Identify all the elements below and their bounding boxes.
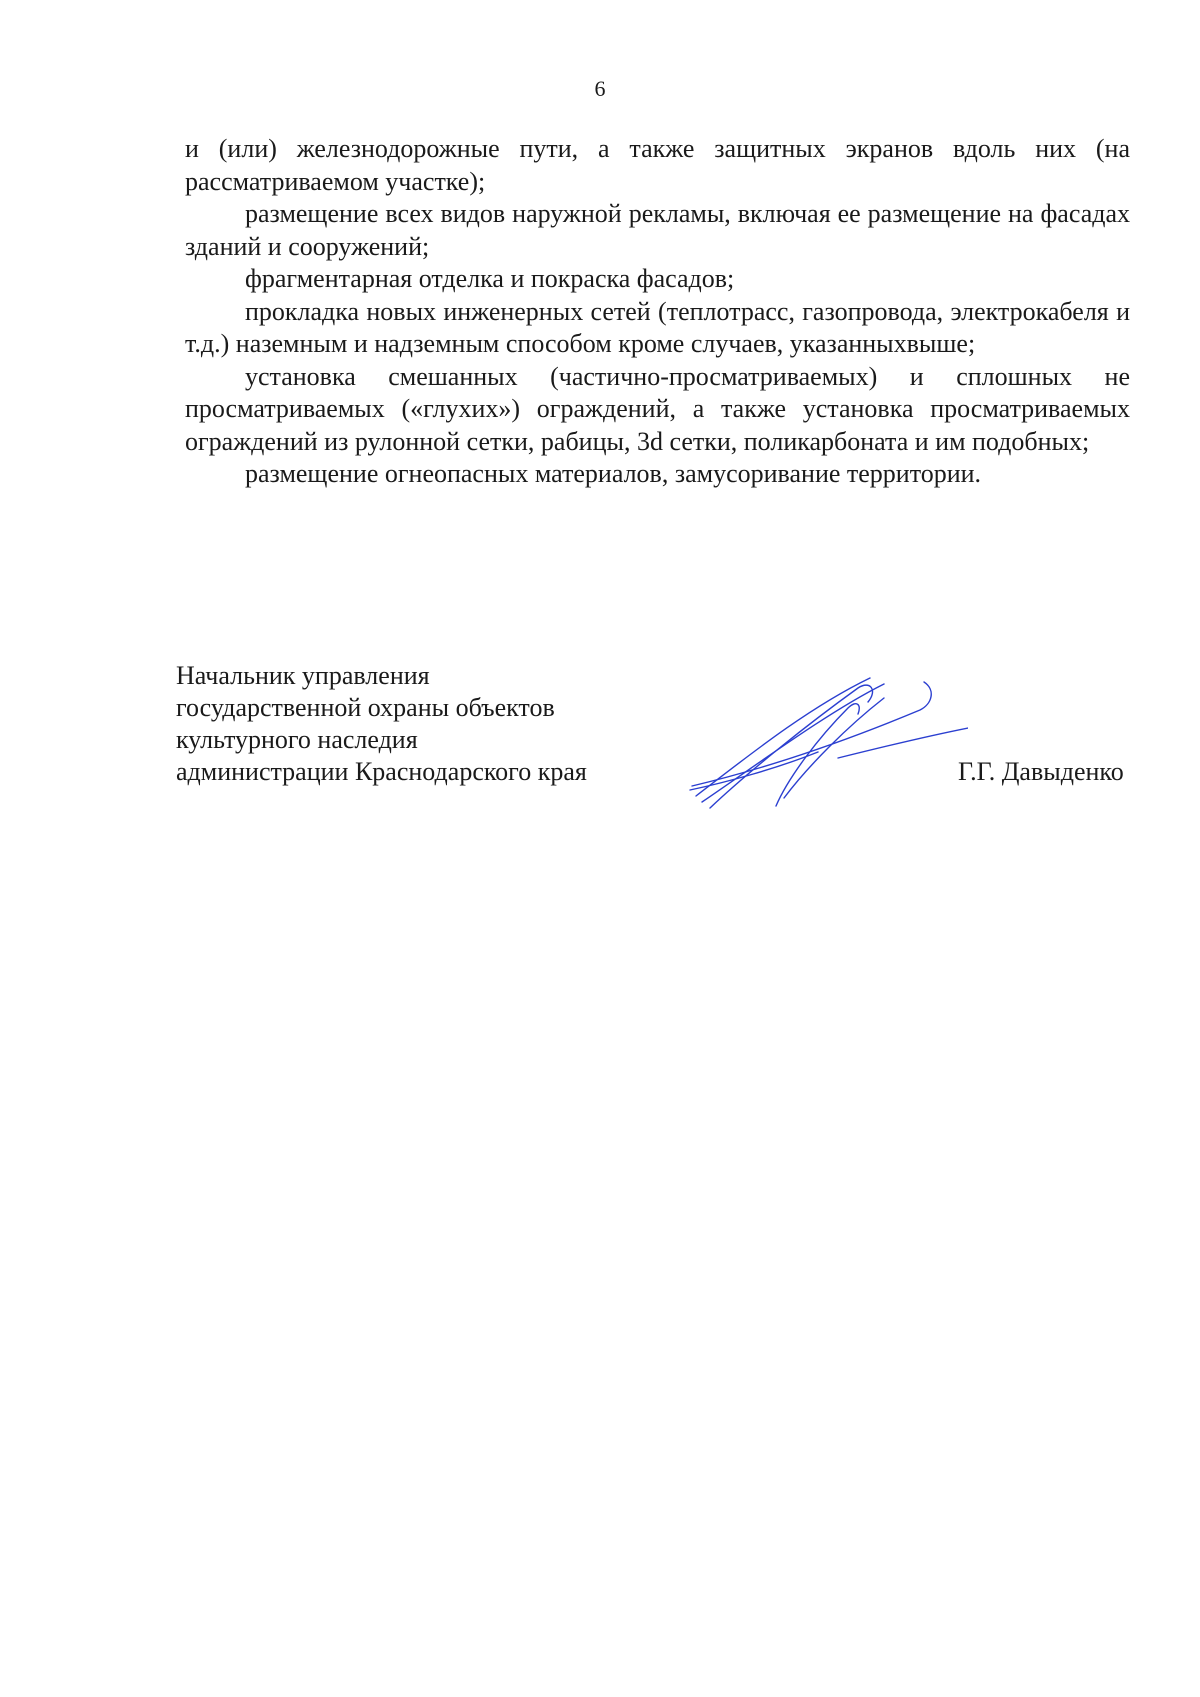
signer-position-line: администрации Краснодарского края — [176, 757, 587, 786]
signer-position — [176, 660, 587, 788]
paragraph: установка смешанных (частично-просматриваемых) и сплошных не просматриваемых («глухих») ограждений, а также установка просматриваемых ограждений из рулонной сетки, рабицы, 3d сетки, поликарбоната и им подобных; — [185, 361, 1130, 456]
page-number: 6 — [594, 76, 606, 101]
signer-position-line: культурного наследия — [176, 725, 418, 754]
paragraph: размещение всех видов наружной рекламы, включая ее размещение на фасадах зданий и сооружений; — [185, 199, 1130, 261]
paragraph: фрагментарная отделка и покраска фасадов; — [245, 264, 735, 293]
signer-name: Г.Г. Давыденко — [958, 757, 1124, 786]
signer-position-line: Начальник управления — [176, 661, 430, 690]
signer-position-line: государственной охраны объектов — [176, 693, 555, 722]
paragraph: и (или) железнодорожные пути, а также защитных экранов вдоль них (на рассматриваемом участке); — [185, 134, 1130, 196]
paragraph: размещение огнеопасных материалов, замусоривание территории. — [245, 459, 982, 488]
handwritten-signature — [688, 668, 968, 814]
paragraph: прокладка новых инженерных сетей (теплотрасс, газопровода, электрокабеля и т.д.) наземным и надземным способом кроме случаев, указанныхвыше; — [185, 296, 1130, 358]
document-body — [185, 133, 1130, 491]
